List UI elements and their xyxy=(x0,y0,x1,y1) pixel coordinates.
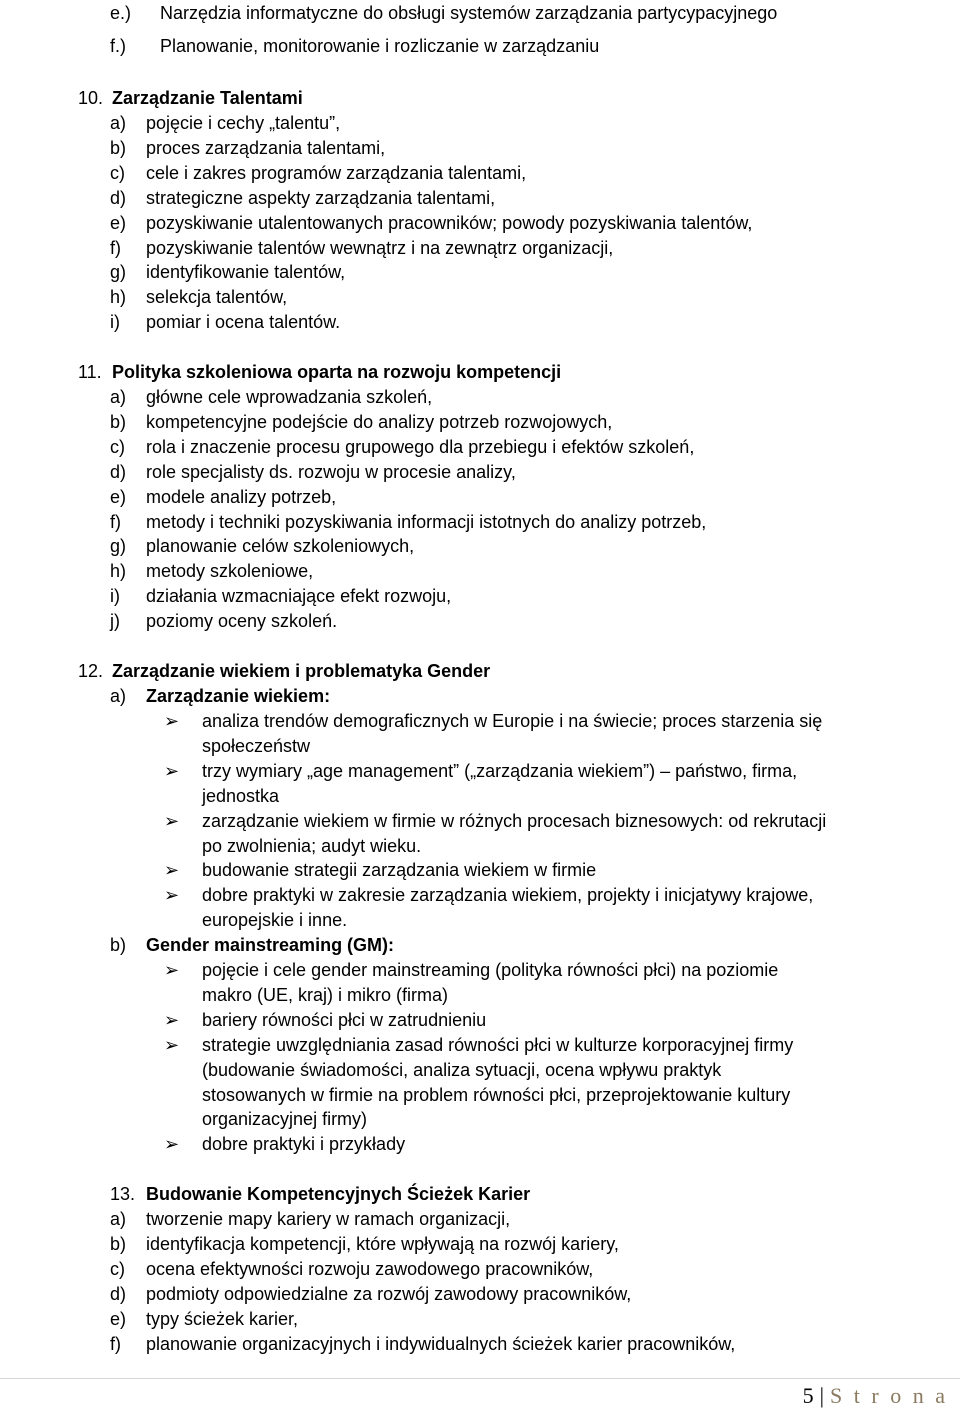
section-number: 13. xyxy=(110,1184,136,1204)
item-marker: j) xyxy=(110,611,120,632)
bullet-text: makro (UE, kraj) i mikro (firma) xyxy=(202,984,448,1005)
item-marker: c) xyxy=(110,1258,125,1279)
item-text: metody i techniki pozyskiwania informacji istotnych do analizy potrzeb, xyxy=(146,511,707,532)
item-text: planowanie celów szkoleniowych, xyxy=(146,536,415,557)
item-marker: c) xyxy=(110,436,125,457)
item-text: pojęcie i cechy „talentu”, xyxy=(146,113,341,133)
page-number: 5 xyxy=(802,1383,814,1408)
item-text: proces zarządzania talentami, xyxy=(146,137,386,158)
item-text: tworzenie mapy kariery w ramach organizacji, xyxy=(146,1209,511,1229)
item-text: pozyskiwanie utalentowanych pracowników; powody pozyskiwania talentów, xyxy=(146,212,753,233)
item-marker: h) xyxy=(110,287,127,308)
section-title: Zarządzanie Talentami xyxy=(112,88,303,108)
subsection-marker: b) xyxy=(110,935,127,955)
item-text: Narzędzia informatyczne do obsługi systemów zarządzania partycypacyjnego xyxy=(160,3,778,23)
item-text: ocena efektywności rozwoju zawodowego pracowników, xyxy=(146,1258,594,1279)
subsection-title: Zarządzanie wiekiem: xyxy=(146,686,331,706)
bullet-text: analiza trendów demograficznych w Europie i na świecie; proces starzenia się xyxy=(202,711,823,731)
arrow-bullet-icon: ➢ xyxy=(164,760,180,781)
item-marker: f.) xyxy=(110,36,126,56)
item-marker: d) xyxy=(110,187,127,208)
bullet-text: dobre praktyki i przykłady xyxy=(202,1134,406,1155)
bullet-text: stosowanych w firmie na problem równości płci, przeprojektowanie kultury xyxy=(202,1084,791,1105)
item-text: Planowanie, monitorowanie i rozliczanie w zarządzaniu xyxy=(160,36,600,56)
arrow-bullet-icon: ➢ xyxy=(164,810,180,831)
item-text: cele i zakres programów zarządzania talentami, xyxy=(146,162,527,183)
item-text: kompetencyjne podejście do analizy potrzeb rozwojowych, xyxy=(146,411,613,432)
page-footer xyxy=(803,1383,948,1409)
item-text: główne cele wprowadzania szkoleń, xyxy=(146,387,433,407)
bullet-text: (budowanie świadomości, analiza sytuacji, ocena wpływu praktyk xyxy=(202,1059,722,1080)
bullet-text: zarządzanie wiekiem w firmie w różnych procesach biznesowych: od rekrutacji xyxy=(202,810,827,831)
item-text: strategiczne aspekty zarządzania talentami, xyxy=(146,187,496,208)
bullet-text: społeczeństw xyxy=(202,735,311,756)
item-text: poziomy oceny szkoleń. xyxy=(146,611,338,632)
item-marker: e) xyxy=(110,212,127,233)
section-number: 11. xyxy=(78,362,102,382)
footer-label: S t r o n a xyxy=(830,1383,948,1408)
item-marker: d) xyxy=(110,1283,127,1304)
bullet-text: pojęcie i cele gender mainstreaming (polityka równości płci) na poziomie xyxy=(202,960,779,980)
subsection-marker: a) xyxy=(110,686,127,706)
item-marker: i) xyxy=(110,312,120,333)
item-marker: c) xyxy=(110,162,125,183)
bullet-text: trzy wymiary „age management” („zarządzania wiekiem”) – państwo, firma, xyxy=(202,760,798,781)
item-marker: e.) xyxy=(110,3,132,23)
section-title: Polityka szkoleniowa oparta na rozwoju kompetencji xyxy=(112,362,562,382)
item-text: pomiar i ocena talentów. xyxy=(146,312,341,333)
item-marker: a) xyxy=(110,387,127,407)
bullet-text: jednostka xyxy=(202,785,280,806)
arrow-bullet-icon: ➢ xyxy=(164,1034,180,1055)
item-marker: g) xyxy=(110,536,127,557)
section-title: Budowanie Kompetencyjnych Ścieżek Karier xyxy=(146,1184,531,1204)
bullet-text: budowanie strategii zarządzania wiekiem w firmie xyxy=(202,860,597,881)
footer-separator: | xyxy=(819,1383,825,1408)
item-text: pozyskiwanie talentów wewnątrz i na zewnątrz organizacji, xyxy=(146,237,614,258)
item-text: role specjalisty ds. rozwoju w procesie analizy, xyxy=(146,461,516,482)
section-title: Zarządzanie wiekiem i problematyka Gender xyxy=(112,661,491,681)
item-text: identyfikacja kompetencji, które wpływają na rozwój kariery, xyxy=(146,1233,619,1254)
bullet-text: bariery równości płci w zatrudnieniu xyxy=(202,1009,487,1030)
item-marker: e) xyxy=(110,1308,127,1329)
item-marker: b) xyxy=(110,137,127,158)
arrow-bullet-icon: ➢ xyxy=(164,885,180,906)
bullet-text: organizacyjnej firmy) xyxy=(202,1109,368,1130)
arrow-bullet-icon: ➢ xyxy=(164,1009,180,1030)
bullet-text: dobre praktyki w zakresie zarządzania wiekiem, projekty i inicjatywy krajowe, xyxy=(202,885,814,906)
item-text: rola i znaczenie procesu grupowego dla przebiegu i efektów szkoleń, xyxy=(146,436,695,457)
item-text: działania wzmacniające efekt rozwoju, xyxy=(146,586,452,607)
bullet-text: po zwolnienia; audyt wieku. xyxy=(202,835,422,856)
item-marker: h) xyxy=(110,561,127,582)
section-number: 10. xyxy=(78,88,104,108)
item-marker: e) xyxy=(110,486,127,507)
item-text: identyfikowanie talentów, xyxy=(146,262,346,283)
subsection-title: Gender mainstreaming (GM): xyxy=(146,935,395,955)
item-text: metody szkoleniowe, xyxy=(146,561,314,582)
item-marker: a) xyxy=(110,1209,127,1229)
bullet-text: strategie uwzględniania zasad równości płci w kulturze korporacyjnej firmy xyxy=(202,1034,794,1055)
item-text: planowanie organizacyjnych i indywidualnych ścieżek karier pracowników, xyxy=(146,1333,736,1354)
item-marker: f) xyxy=(110,1333,121,1354)
arrow-bullet-icon: ➢ xyxy=(164,711,180,731)
arrow-bullet-icon: ➢ xyxy=(164,960,180,980)
item-text: podmioty odpowiedzialne za rozwój zawodowy pracowników, xyxy=(146,1283,632,1304)
footer-rule xyxy=(0,1378,960,1379)
item-marker: f) xyxy=(110,237,121,258)
item-marker: b) xyxy=(110,411,127,432)
item-marker: g) xyxy=(110,262,127,283)
arrow-bullet-icon: ➢ xyxy=(164,860,180,881)
arrow-bullet-icon: ➢ xyxy=(164,1134,180,1155)
item-marker: a) xyxy=(110,113,127,133)
item-marker: b) xyxy=(110,1233,127,1254)
item-marker: d) xyxy=(110,461,127,482)
item-text: selekcja talentów, xyxy=(146,287,288,308)
item-text: typy ścieżek karier, xyxy=(146,1308,299,1329)
bullet-text: europejskie i inne. xyxy=(202,910,348,931)
item-text: modele analizy potrzeb, xyxy=(146,486,337,507)
item-marker: i) xyxy=(110,586,120,607)
item-marker: f) xyxy=(110,511,121,532)
section-number: 12. xyxy=(78,661,104,681)
